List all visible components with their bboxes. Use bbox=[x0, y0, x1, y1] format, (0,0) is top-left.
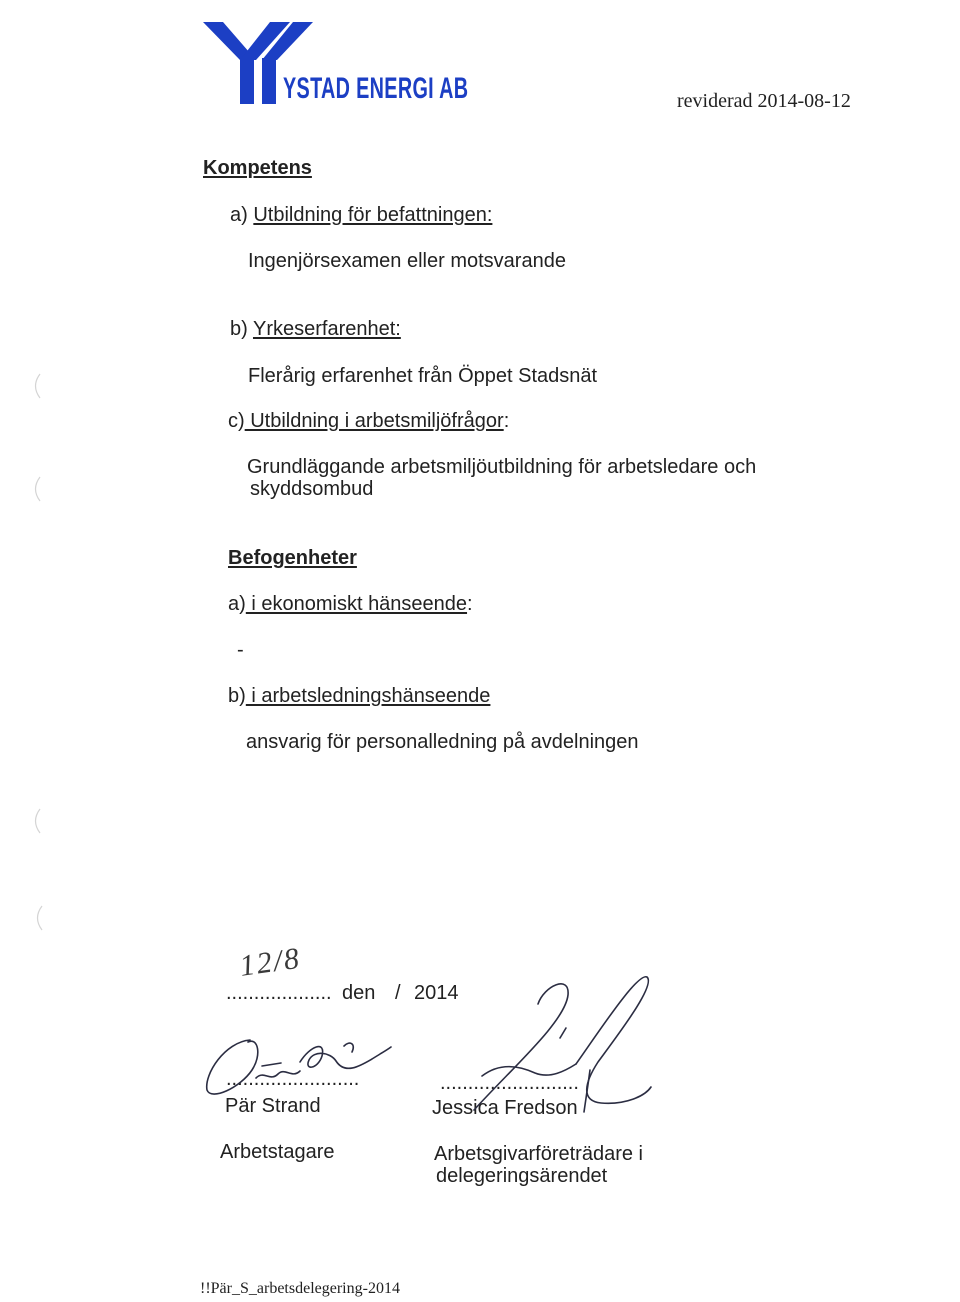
punch-mark bbox=[36, 809, 41, 833]
left-signature-dotted-line: ........................ bbox=[226, 1068, 360, 1090]
item-letter: b) bbox=[230, 318, 253, 340]
date-year: 2014 bbox=[414, 982, 459, 1004]
date-dotted-line: ................... bbox=[226, 982, 332, 1004]
logo-left-stem bbox=[240, 58, 254, 104]
kompetens-a-value: Ingenjörsexamen eller motsvarande bbox=[248, 250, 566, 272]
handwritten-date: 12/8 bbox=[237, 941, 303, 983]
kompetens-c-value-line1: Grundläggande arbetsmiljöutbildning för arbetsledare och bbox=[247, 456, 757, 478]
befogenheter-b-value: ansvarig för personalledning på avdelningen bbox=[246, 731, 639, 753]
date-den: den bbox=[342, 982, 376, 1004]
item-letter: a) bbox=[228, 593, 246, 615]
section-heading-kompetens: Kompetens bbox=[203, 157, 312, 179]
kompetens-b-heading bbox=[230, 317, 401, 341]
section-heading-befogenheter: Befogenheter bbox=[228, 547, 357, 569]
date-slash: / bbox=[395, 982, 401, 1004]
punch-mark bbox=[36, 374, 41, 398]
item-colon: : bbox=[467, 593, 473, 615]
left-signatory-role: Arbetstagare bbox=[220, 1141, 335, 1163]
kompetens-b-value: Flerårig erfarenhet från Öppet Stadsnät bbox=[248, 365, 598, 387]
right-signatory-role-line1: Arbetsgivarföreträdare i bbox=[434, 1143, 643, 1165]
item-label: i ekonomiskt hänseende bbox=[245, 593, 468, 615]
befogenheter-b-heading bbox=[228, 684, 490, 708]
item-letter: b) bbox=[228, 685, 246, 707]
punch-mark bbox=[38, 906, 43, 930]
kompetens-a-heading bbox=[230, 203, 492, 227]
item-label: Yrkeserfarenhet: bbox=[252, 318, 401, 340]
befogenheter-a-heading bbox=[228, 592, 473, 616]
item-colon: : bbox=[503, 410, 510, 432]
item-letter: c) bbox=[228, 410, 245, 432]
revision-date: reviderad 2014-08-12 bbox=[677, 90, 851, 112]
kompetens-c-heading bbox=[228, 409, 509, 433]
right-signatory-role-line2: delegeringsärendet bbox=[436, 1165, 608, 1187]
item-label: Utbildning i arbetsmiljöfrågor bbox=[244, 410, 504, 432]
befogenheter-a-value: - bbox=[237, 639, 244, 661]
company-name: YSTAD ENERGI AB bbox=[283, 72, 469, 105]
item-letter: a) bbox=[230, 204, 254, 226]
document-filename: !!Pär_S_arbetsdelegering-2014 bbox=[200, 1280, 400, 1297]
kompetens-c-value-line2: skyddsombud bbox=[250, 478, 374, 500]
item-label: Utbildning för befattningen: bbox=[253, 204, 493, 226]
punch-mark bbox=[36, 477, 41, 501]
right-signatory-name: Jessica Fredson bbox=[432, 1097, 578, 1119]
right-signature-dotted-line: ......................... bbox=[440, 1072, 579, 1094]
left-signatory-name: Pär Strand bbox=[225, 1095, 321, 1117]
logo-right-stem bbox=[262, 58, 276, 104]
item-label: i arbetsledningshänseende bbox=[245, 685, 491, 707]
